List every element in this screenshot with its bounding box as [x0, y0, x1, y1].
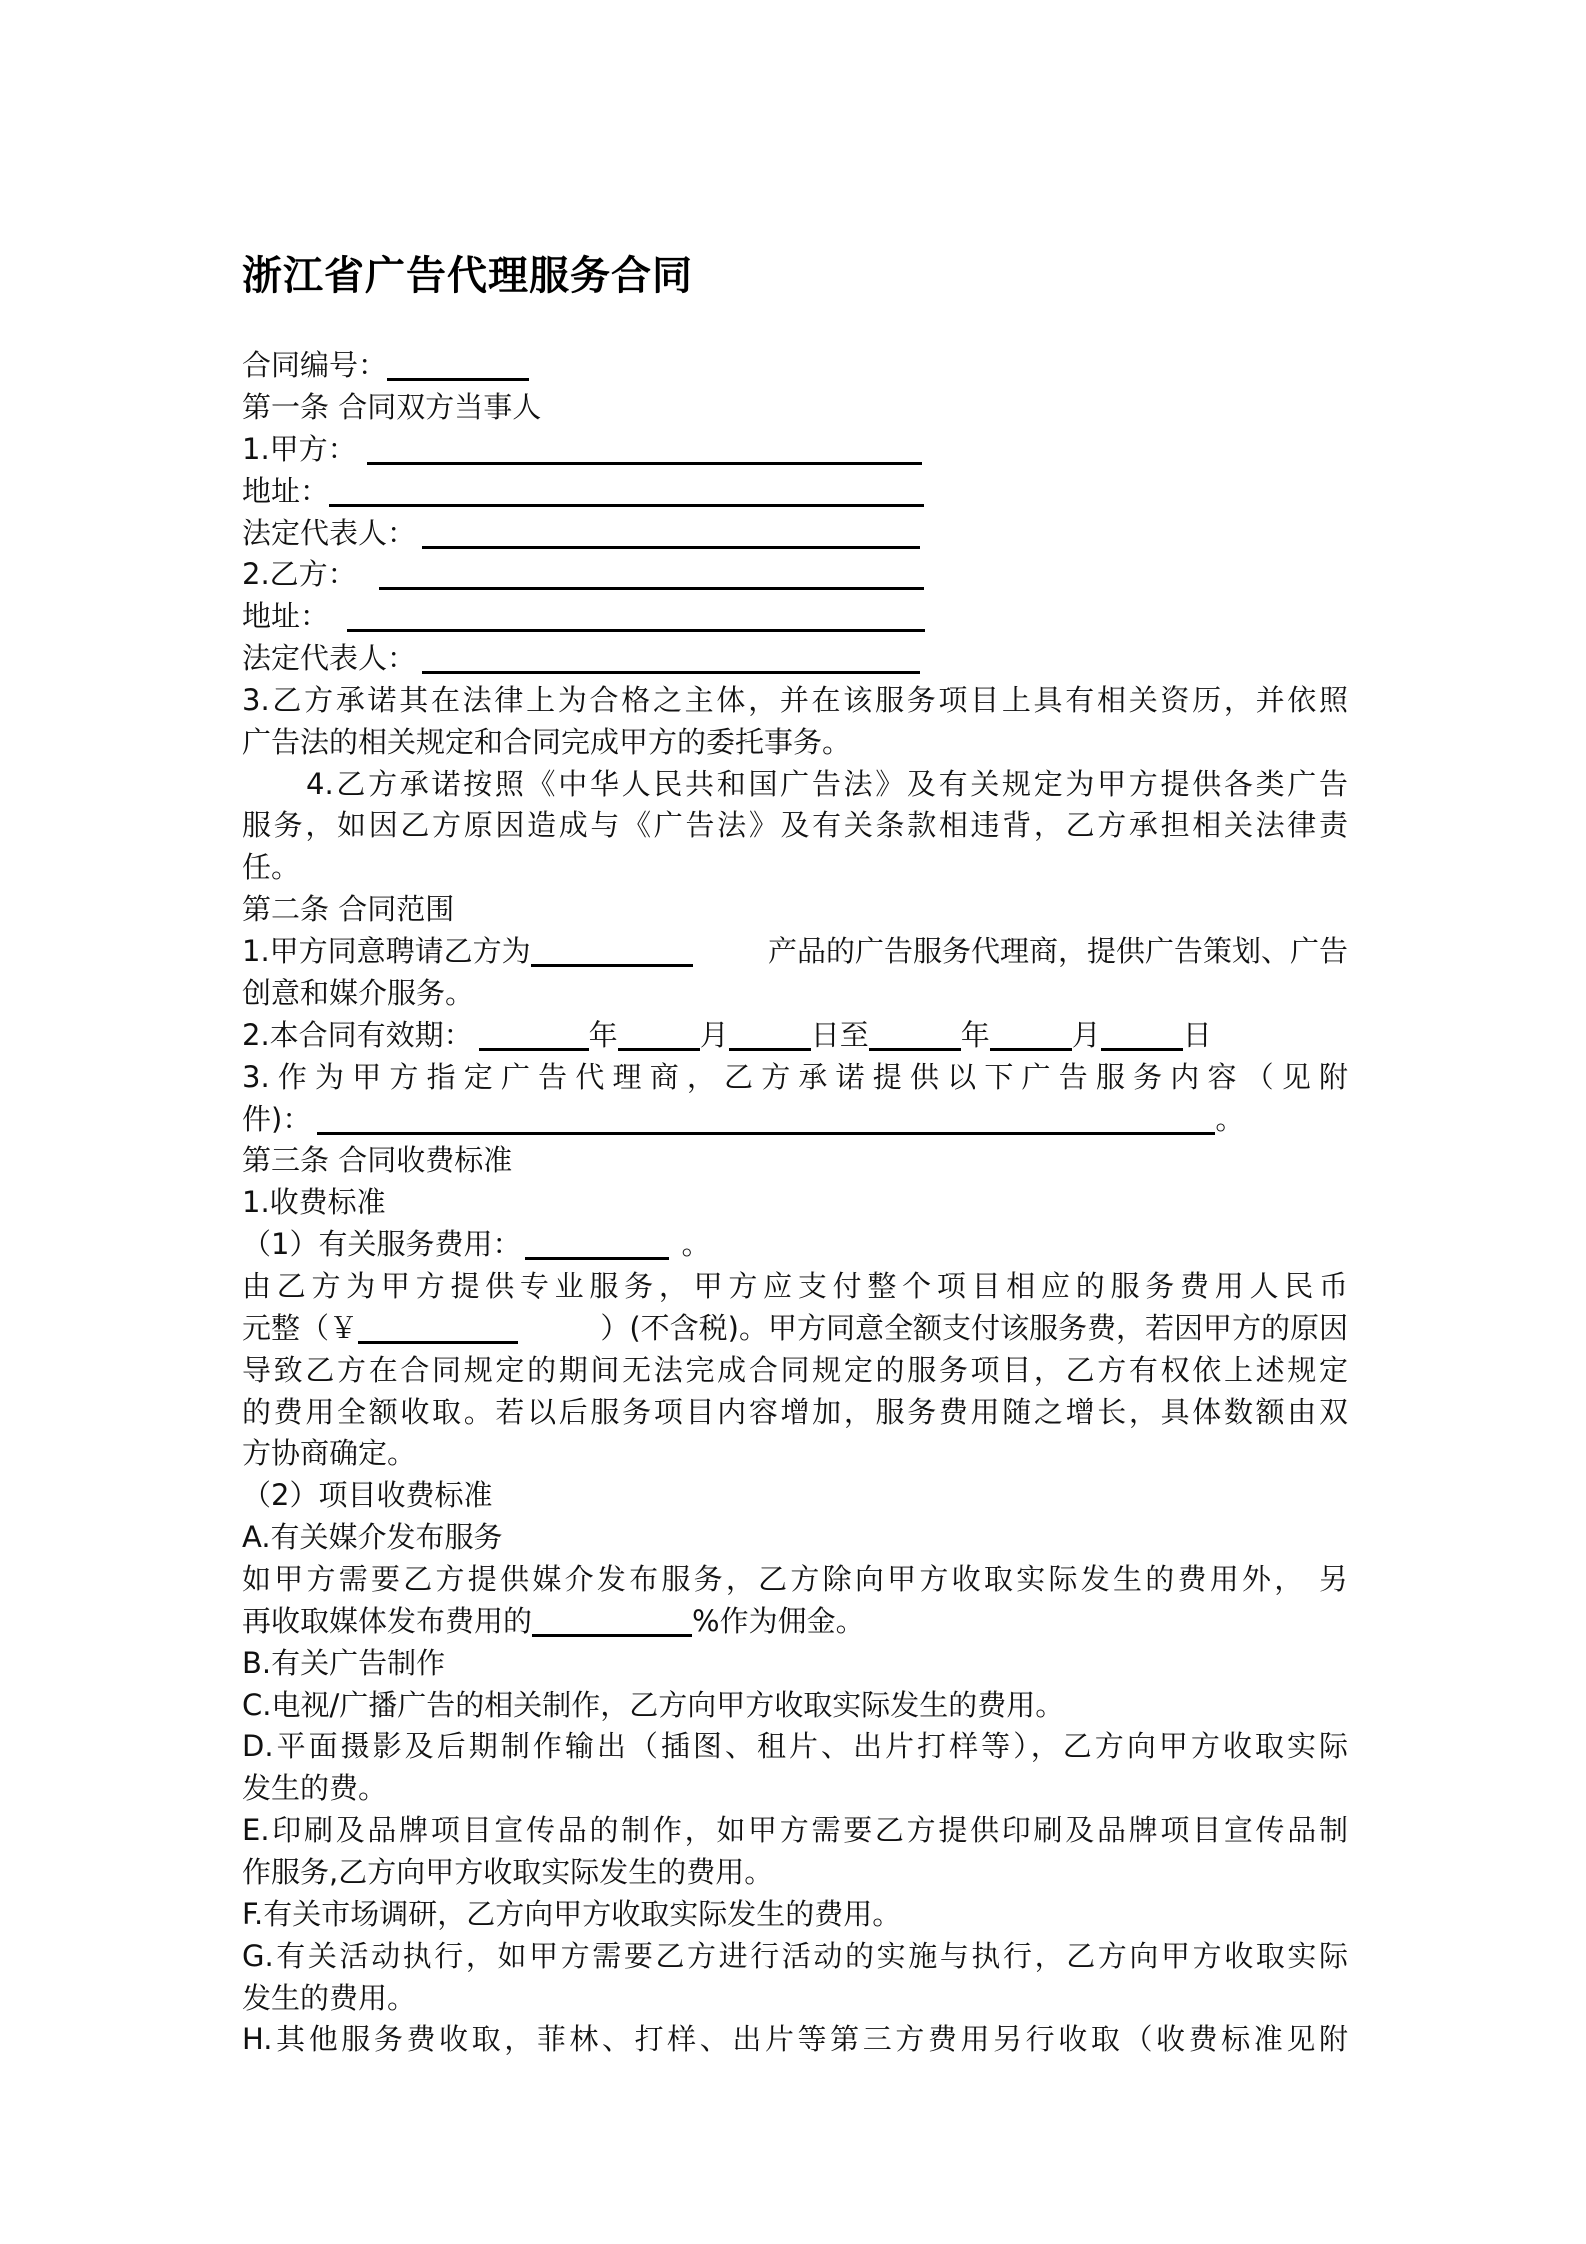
- article1-clause4-line3: 任。: [242, 850, 301, 884]
- media-service-heading: A.有关媒介发布服务: [242, 1520, 503, 1554]
- project-fee-heading: （2）项目收费标准: [242, 1478, 493, 1512]
- start-year-blank[interactable]: [479, 1018, 589, 1051]
- party-a-address-line: [242, 470, 1348, 512]
- article2-clause1-part1: 1.甲方同意聘请乙方为: [242, 934, 531, 968]
- article2-heading: 第二条 合同范围: [242, 892, 455, 926]
- party-a-address-blank[interactable]: [329, 474, 924, 507]
- party-a-address-label: 地址：: [242, 474, 330, 508]
- tv-radio-line: C.电视/广播广告的相关制作，乙方向甲方收取实际发生的费用。: [242, 1688, 1065, 1722]
- start-year-label: 年: [588, 1018, 618, 1052]
- party-b-rep-label: 法定代表人：: [242, 641, 417, 675]
- end-day-label: 日: [1182, 1018, 1212, 1052]
- end-month-label: 月: [1071, 1018, 1101, 1052]
- party-b-rep-blank[interactable]: [422, 641, 920, 674]
- end-year-label: 年: [960, 1018, 990, 1052]
- end-day-blank[interactable]: [1101, 1018, 1183, 1051]
- event-execution-line1: G.有关活动执行，如甲方需要乙方进行活动的实施与执行，乙方向甲方收取实际: [242, 1939, 1348, 1973]
- fee-para-line1: 由乙方为甲方提供专业服务，甲方应支付整个项目相应的服务费用人民币: [242, 1269, 1348, 1303]
- party-b-address-blank[interactable]: [347, 599, 925, 632]
- party-b-blank[interactable]: [379, 557, 924, 590]
- article3-heading: 第三条 合同收费标准: [242, 1143, 513, 1177]
- article1-clause4-line1: 4.乙方承诺按照《中华人民共和国广告法》及有关规定为甲方提供各类广告: [306, 767, 1348, 801]
- other-fees-line1: H.其他服务费收取，菲林、打样、出片等第三方费用另行收取（收费标准见附: [242, 2022, 1348, 2056]
- service-fee-blank[interactable]: [525, 1227, 669, 1260]
- service-fee-label: （1）有关服务费用：: [242, 1227, 522, 1261]
- validity-label: 2.本合同有效期：: [242, 1018, 473, 1052]
- contract-number-label: 合同编号：: [242, 348, 388, 382]
- fee-standard-heading: 1.收费标准: [242, 1185, 386, 1219]
- party-b-rep-line: [242, 637, 1348, 679]
- article2-clause1-part2: 产品的广告服务代理商，提供广告策划、广告: [767, 934, 1348, 968]
- contract-number-blank[interactable]: [387, 348, 529, 381]
- contract-number-line: [242, 344, 1348, 386]
- market-research-line: F.有关市场调研，乙方向甲方收取实际发生的费用。: [242, 1897, 902, 1931]
- end-month-blank[interactable]: [990, 1018, 1072, 1051]
- document-title: 浙江省广告代理服务合同: [242, 253, 693, 299]
- party-a-rep-blank[interactable]: [422, 516, 920, 549]
- fee-amount-blank[interactable]: [358, 1311, 518, 1344]
- printing-brand-line2: 作服务,乙方向甲方收取实际发生的费用。: [242, 1855, 774, 1889]
- start-month-label: 月: [699, 1018, 729, 1052]
- service-fee-line: [242, 1223, 1348, 1265]
- event-execution-line2: 发生的费用。: [242, 1981, 417, 2015]
- validity-line: [242, 1014, 1348, 1056]
- service-fee-end: 。: [681, 1227, 711, 1261]
- party-a-line: [242, 428, 1348, 470]
- article2-clause3-line2: [242, 1098, 1348, 1140]
- media-service-line2: [242, 1600, 1348, 1642]
- party-a-rep-line: [242, 512, 1348, 554]
- attachment-end: 。: [1215, 1102, 1245, 1136]
- article1-clause3-line1: 3.乙方承诺其在法律上为合格之主体，并在该服务项目上具有相关资历，并依照: [242, 683, 1348, 717]
- start-month-blank[interactable]: [618, 1018, 700, 1051]
- fee-para-line4: 的费用全额收取。若以后服务项目内容增加，服务费用随之增长，具体数额由双: [242, 1395, 1348, 1429]
- start-day-to-label: 日至: [810, 1018, 869, 1052]
- article1-clause4-line2: 服务，如因乙方原因造成与《广告法》及有关条款相违背，乙方承担相关法律责: [242, 808, 1348, 842]
- ad-production-heading: B.有关广告制作: [242, 1646, 446, 1680]
- print-photo-line2: 发生的费。: [242, 1771, 388, 1805]
- party-b-label: 2.乙方：: [242, 557, 357, 591]
- article2-clause1-line2: 创意和媒介服务。: [242, 976, 475, 1010]
- media-service-line1: 如甲方需要乙方提供媒介发布服务，乙方除向甲方收取实际发生的费用外， 另: [242, 1562, 1348, 1596]
- party-a-rep-label: 法定代表人：: [242, 516, 417, 550]
- party-b-address-label: 地址：: [242, 599, 330, 633]
- article1-heading: 第一条 合同双方当事人: [242, 390, 542, 424]
- fee-para-line3: 导致乙方在合同规定的期间无法完成合同规定的服务项目，乙方有权依上述规定: [242, 1353, 1348, 1387]
- start-day-blank[interactable]: [729, 1018, 811, 1051]
- party-a-blank[interactable]: [367, 432, 922, 465]
- end-year-blank[interactable]: [869, 1018, 961, 1051]
- party-b-line: [242, 553, 1348, 595]
- article2-clause1-line1: [242, 930, 1348, 972]
- media-service-line2-a: 再收取媒体发布费用的: [242, 1604, 533, 1638]
- fee-para-line2-a: 元整（￥: [242, 1311, 359, 1345]
- article2-clause3-line1: 3.作为甲方指定广告代理商，乙方承诺提供以下广告服务内容（见附: [242, 1060, 1348, 1094]
- fee-para-line2: [242, 1307, 1348, 1349]
- article1-clause3-line2: 广告法的相关规定和合同完成甲方的委托事务。: [242, 725, 852, 759]
- commission-percent-blank[interactable]: [532, 1604, 692, 1637]
- fee-para-line2-b: ）(不含税)。甲方同意全额支付该服务费，若因甲方的原因: [600, 1311, 1348, 1345]
- party-b-address-line: [242, 595, 1348, 637]
- printing-brand-line1: E.印刷及品牌项目宣传品的制作，如甲方需要乙方提供印刷及品牌项目宣传品制: [242, 1813, 1348, 1847]
- media-service-line2-b: %作为佣金。: [692, 1604, 865, 1638]
- party-a-label: 1.甲方：: [242, 432, 357, 466]
- print-photo-line1: D.平面摄影及后期制作输出（插图、租片、出片打样等），乙方向甲方收取实际: [242, 1729, 1348, 1763]
- product-blank[interactable]: [531, 934, 693, 967]
- attachment-label: 件)：: [242, 1102, 312, 1136]
- service-content-blank[interactable]: [317, 1102, 1215, 1135]
- fee-para-line5: 方协商确定。: [242, 1436, 417, 1470]
